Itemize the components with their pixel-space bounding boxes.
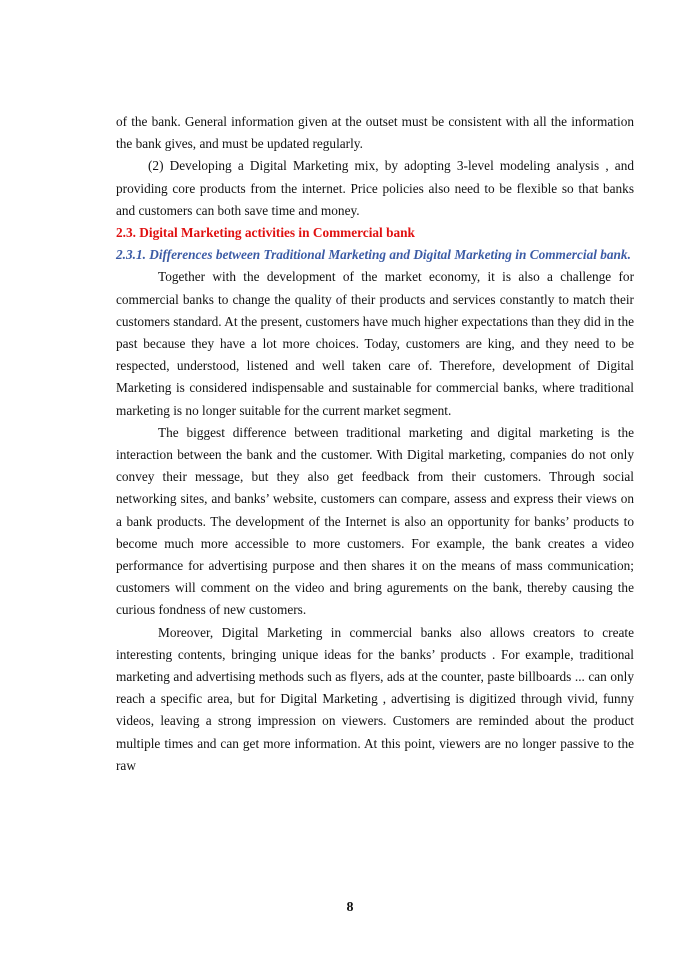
section-heading: 2.3. Digital Marketing activities in Commercial bank [116, 225, 415, 241]
paragraph-creative-content: Moreover, Digital Marketing in commercial banks also allows creators to create interesting contents, bringing unique ideas for the banks’ products . For example, traditional marketing and advertising methods such as flyers, ads at the counter, paste billboards ... can only reach a specific area, but for Digital Marketing , advertising is digitized through vivid, funny videos, leaving a strong impression on viewers. Customers are reminded about the product multiple times and can get more information. At this point, viewers are no longer passive to the raw [116, 624, 634, 773]
subsection-heading: 2.3.1. Differences between Traditional Marketing and Digital Marketing in Commercial bank. [116, 247, 631, 263]
document-body [116, 111, 634, 777]
page-number: 8 [346, 900, 354, 915]
paragraph-market-economy: Together with the development of the market economy, it is also a challenge for commercial banks to change the quality of their products and services constantly to match their customers standard. At the present, customers have much higher expectations than they did in the past because they have a lot more choices. Today, customers are king, and they need to be respected, understood, listened and well taken care of. Therefore, development of Digital Marketing is considered indispensable and sustainable for commercial banks, where traditional marketing is no longer suitable for the current market segment. [116, 269, 634, 418]
paragraph-digital-marketing-mix: (2) Developing a Digital Marketing mix, by adopting 3-level modeling analysis , and providing core products from the internet. Price policies also need to be flexible so that banks and customers can both save time and money. [116, 158, 634, 218]
paragraph-continued: of the bank. General information given at the outset must be consistent with all the information the bank gives, and must be updated regularly. [116, 114, 634, 152]
paragraph-biggest-difference: The biggest difference between traditional marketing and digital marketing is the interaction between the bank and the customer. With Digital marketing, companies do not only convey their message, but they also get feedback from their customers. Through social networking sites, and banks’ website, customers can compare, assess and express their views on a bank products. The development of the Internet is also an opportunity for banks’ products to become much more accessible to more customers. For example, the bank creates a video performance for advertising purpose and then shares it on the means of mass communication; customers will comment on the video and bring agurements on the bank, thereby causing the curious fondness of new customers. [116, 424, 634, 618]
